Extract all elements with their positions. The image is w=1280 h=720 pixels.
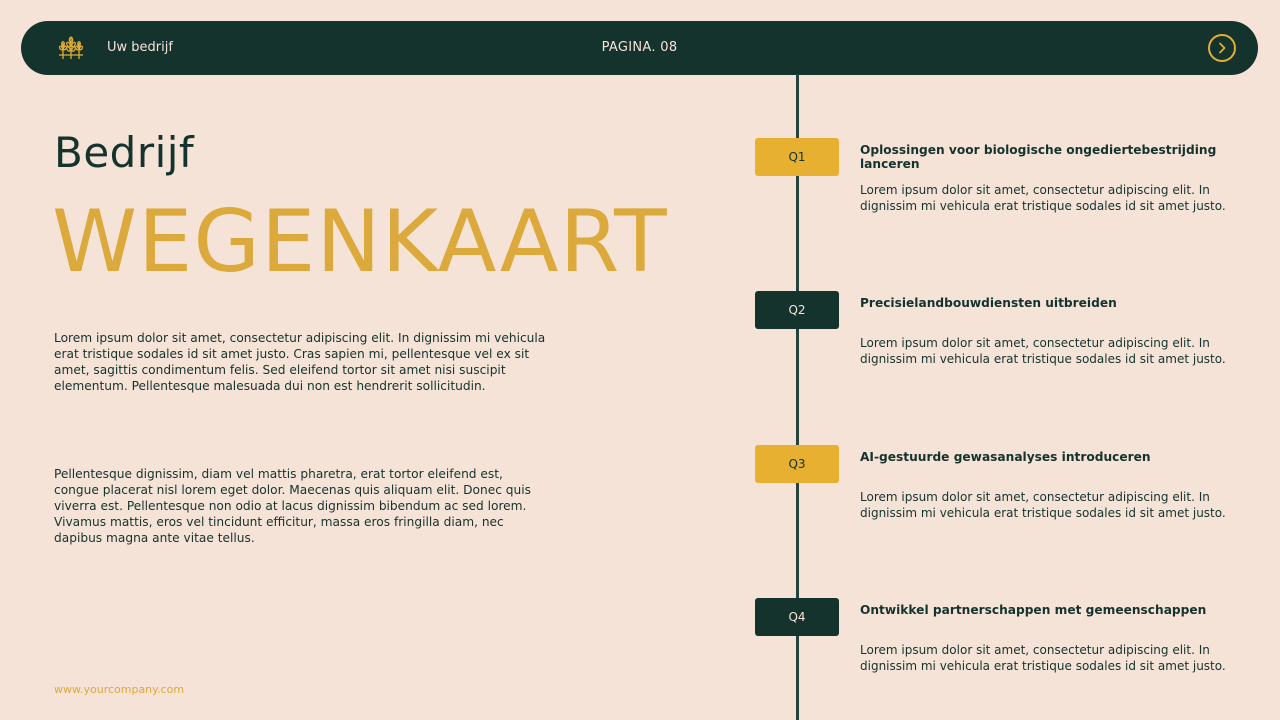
body-paragraph-2: Pellentesque dignissim, diam vel mattis pharetra, erat tortor eleifend est, congue placerat nisl lorem eget dolor. Maecenas quis aliquam elit. Donec quis viverra est. Pellentesque non odio at lacus dignissim bibendum ac sed lorem. Vivamus mattis, eros vel tincidunt efficitur, massa eros fringilla diam, nec dapibus magna ante vitae tellus. — [54, 467, 531, 545]
chevron-right-icon — [1216, 42, 1228, 54]
quarter-badge-q4: Q4 — [755, 598, 839, 636]
website-link[interactable]: www.yourcompany.com — [54, 683, 185, 696]
body-paragraph-1: Lorem ipsum dolor sit amet, consectetur adipiscing elit. In dignissim mi vehicula erat tristique sodales id sit amet justo. Cras sapien mi, pellentesque vel ex sit amet, sagittis condimentum felis. Sed eleifend tortor sit amet nisi suscipit elementum. Pellentesque malesuada dui non est hendrerit sollicitudin. — [54, 331, 546, 393]
timeline-heading-q2: Precisielandbouwdiensten uitbreiden — [860, 296, 1117, 310]
top-bar — [21, 21, 1258, 75]
page-number: PAGINA. 08 — [601, 40, 678, 55]
timeline-heading-q1: Oplossingen voor biologische ongediertebestrijding lanceren — [860, 143, 1217, 171]
timeline-heading-q4: Ontwikkel partnerschappen met gemeenschappen — [860, 603, 1207, 617]
timeline-text-q3: Lorem ipsum dolor sit amet, consectetur adipiscing elit. In dignissim mi vehicula erat tristique sodales id sit amet justo. — [860, 490, 1226, 520]
title-big: WEGENKAART — [52, 192, 668, 292]
quarter-badge-q2: Q2 — [755, 291, 839, 329]
quarter-badge-q1: Q1 — [755, 138, 839, 176]
timeline-text-q1: Lorem ipsum dolor sit amet, consectetur adipiscing elit. In dignissim mi vehicula erat tristique sodales id sit amet justo. — [860, 183, 1226, 213]
next-page-button[interactable] — [1208, 34, 1236, 62]
timeline-heading-q3: AI-gestuurde gewasanalyses introduceren — [860, 450, 1151, 464]
quarter-badge-q3: Q3 — [755, 445, 839, 483]
title-small: Bedrijf — [54, 128, 195, 177]
timeline-text-q4: Lorem ipsum dolor sit amet, consectetur adipiscing elit. In dignissim mi vehicula erat tristique sodales id sit amet justo. — [860, 643, 1226, 673]
timeline-text-q2: Lorem ipsum dolor sit amet, consectetur adipiscing elit. In dignissim mi vehicula erat tristique sodales id sit amet justo. — [860, 336, 1226, 366]
brand-name: Uw bedrijf — [107, 40, 173, 55]
